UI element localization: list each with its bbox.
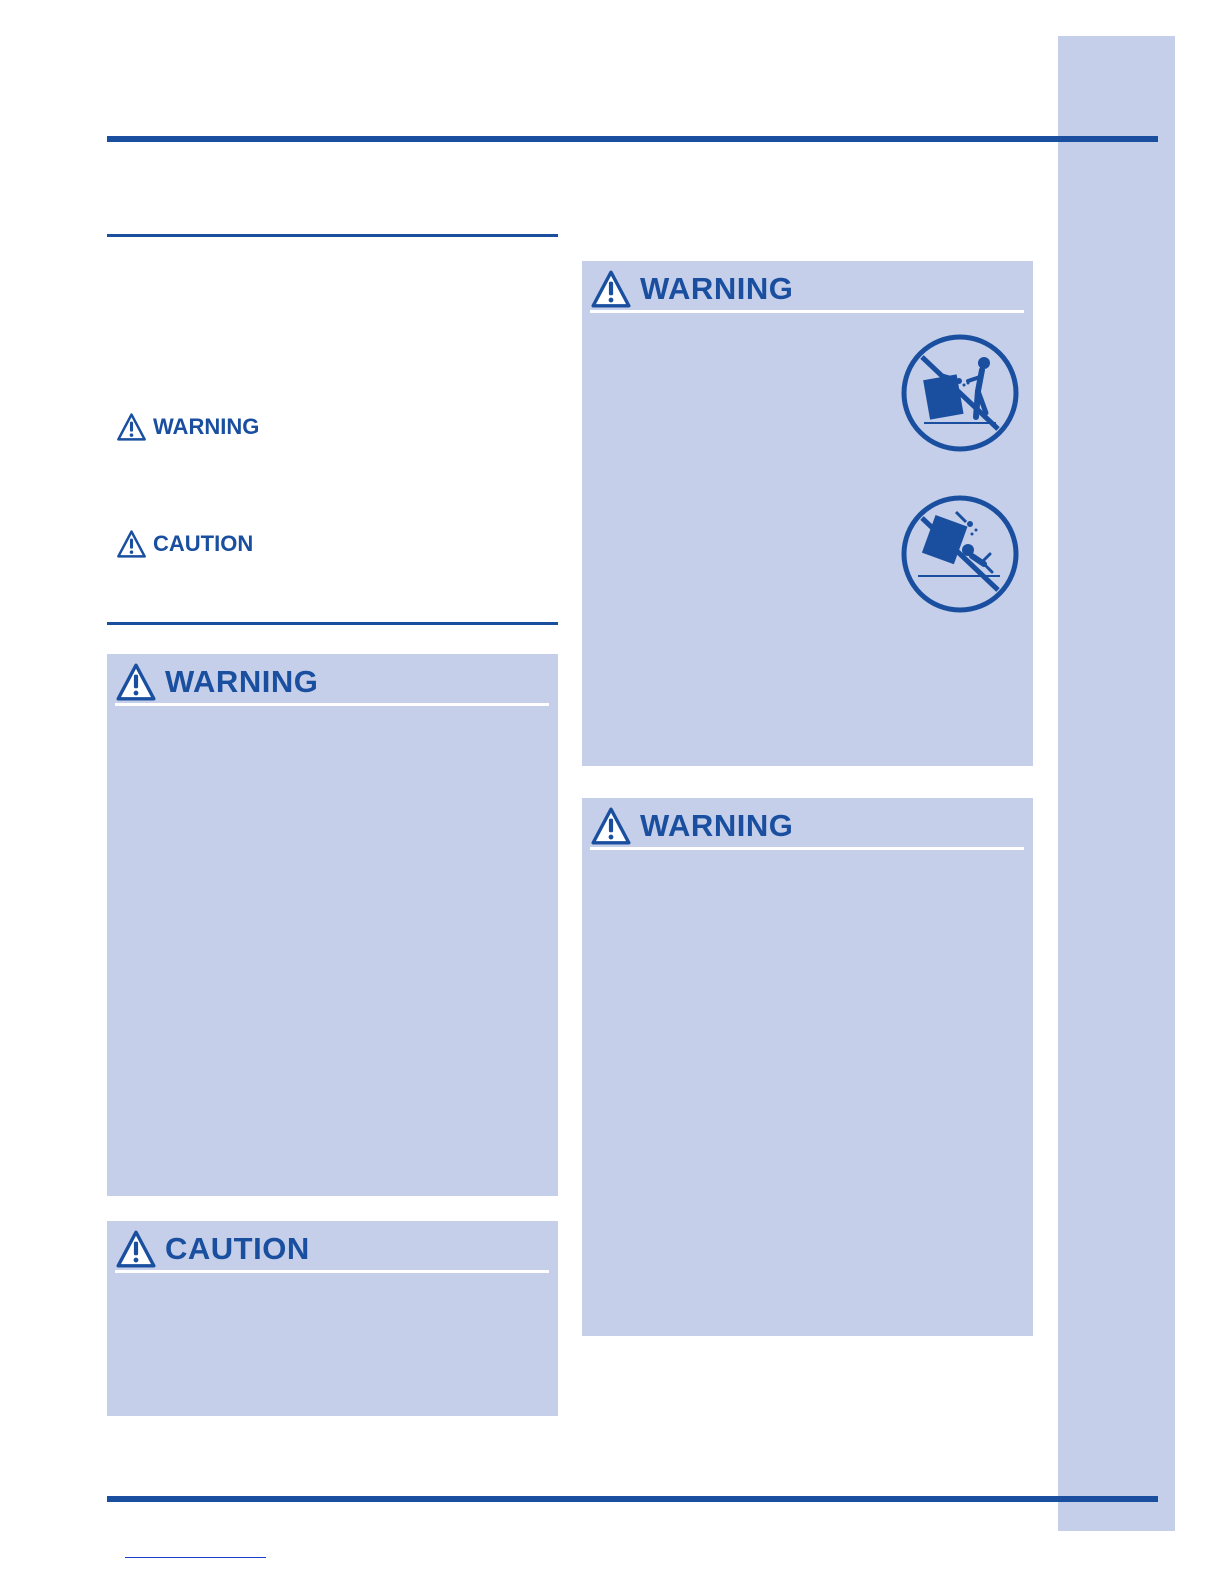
- box-divider: [590, 847, 1024, 850]
- box-divider: [590, 310, 1024, 313]
- warning-triangle-icon: [116, 412, 147, 442]
- warning-triangle-icon: [115, 662, 157, 702]
- box-divider: [115, 1270, 549, 1273]
- tip-over-warning-box: [582, 261, 1033, 766]
- definition-warning-label: WARNING: [153, 414, 260, 439]
- caution-box: [107, 1221, 558, 1416]
- caution-box-header: [115, 1229, 310, 1269]
- appliance-tip-over-icon: [898, 494, 1022, 614]
- section-rule: [107, 622, 558, 625]
- header-rule: [107, 136, 1158, 142]
- warning-box: [107, 654, 558, 1196]
- warning-triangle-icon: [116, 529, 147, 559]
- warning-box-title: WARNING: [165, 664, 319, 699]
- no-climbing-on-appliance-icon: [898, 333, 1022, 453]
- definition-caution: [116, 529, 253, 559]
- tip-over-warning-header: [590, 269, 793, 309]
- side-tab: [1058, 36, 1175, 1531]
- definition-caution-label: CAUTION: [153, 531, 254, 556]
- warning-triangle-icon: [590, 806, 632, 846]
- caution-box-title: CAUTION: [165, 1231, 310, 1266]
- second-warning-header: [590, 806, 793, 846]
- warning-box-header: [115, 662, 318, 702]
- tip-over-warning-title: WARNING: [640, 271, 794, 306]
- footer-link-underline[interactable]: [125, 1557, 266, 1558]
- footer-rule: [107, 1496, 1158, 1502]
- definition-warning: [116, 412, 259, 442]
- section-rule: [107, 234, 558, 237]
- second-warning-box: [582, 798, 1033, 1336]
- second-warning-title: WARNING: [640, 808, 794, 843]
- warning-triangle-icon: [115, 1229, 157, 1269]
- warning-triangle-icon: [590, 269, 632, 309]
- box-divider: [115, 703, 549, 706]
